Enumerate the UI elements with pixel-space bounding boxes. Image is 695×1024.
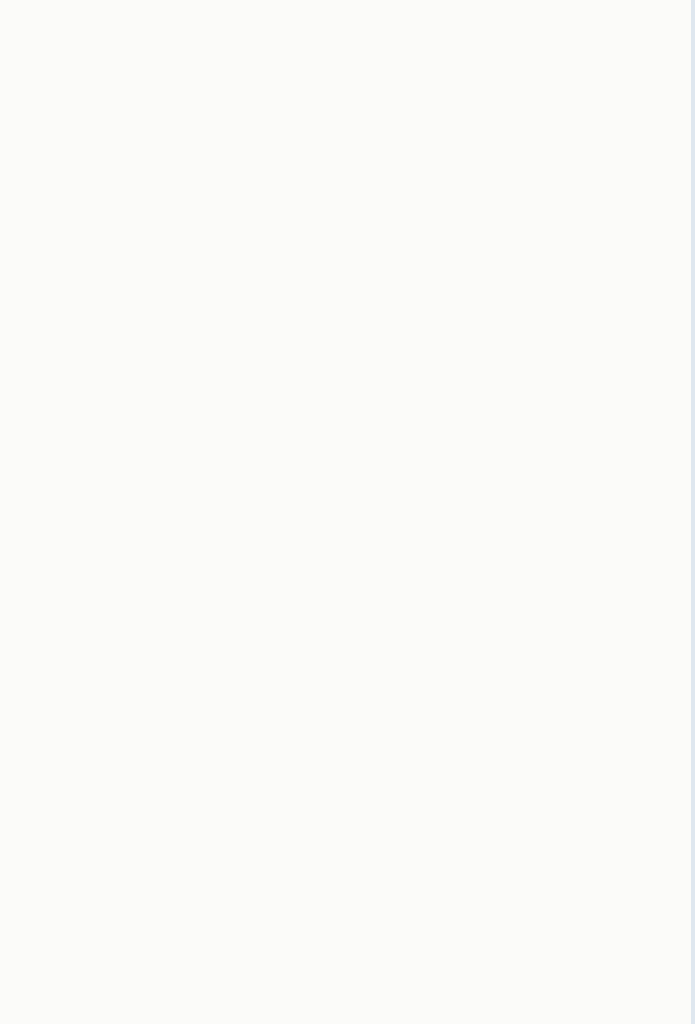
- right-edge-bar: [691, 0, 695, 1024]
